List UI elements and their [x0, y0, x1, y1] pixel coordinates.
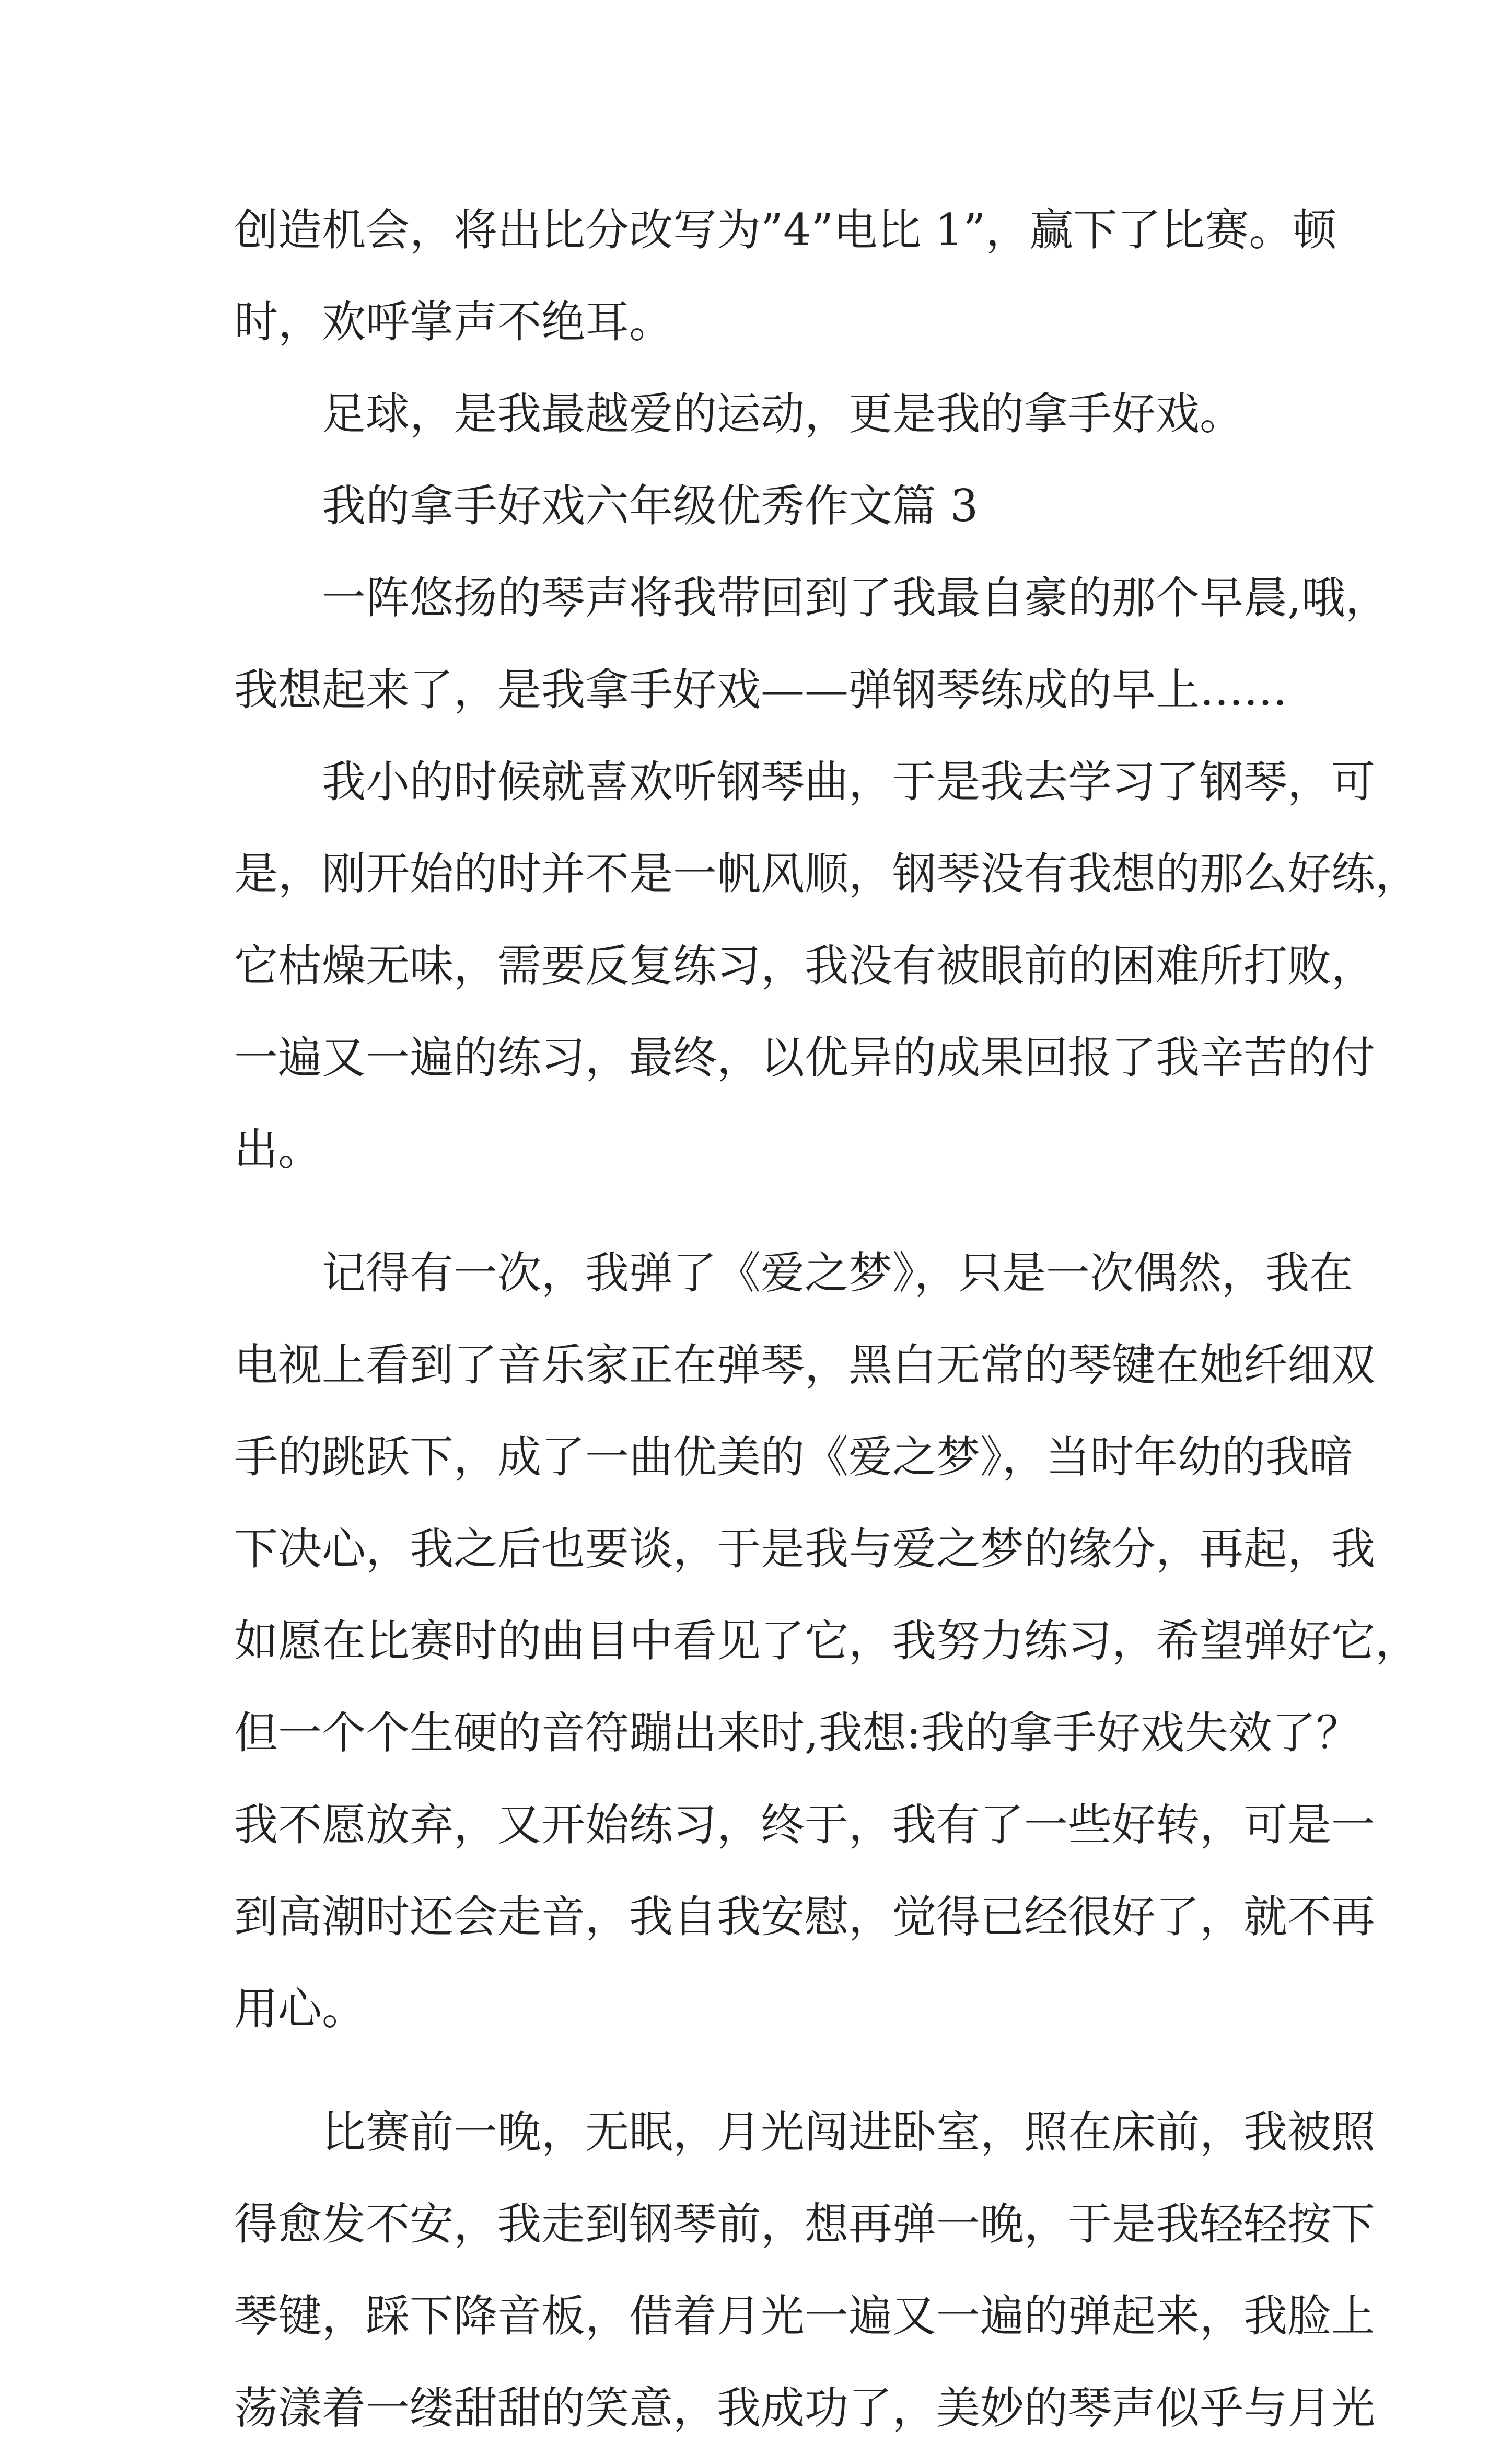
text-line: 我小的时候就喜欢听钢琴曲，于是我去学习了钢琴，可	[322, 756, 1376, 807]
text-line: 比赛前一晚，无眠，月光闯进卧室，照在床前，我被照	[322, 2106, 1376, 2158]
text-line: 用心。	[234, 1983, 366, 2034]
text-line: 时，欢呼掌声不绝耳。	[234, 296, 673, 348]
text-line: 但一个个生硬的音符蹦出来时,我想:我的拿手好戏失效了？	[234, 1707, 1360, 1758]
text-line: 足球，是我最越爱的运动，更是我的拿手好戏。	[322, 388, 1244, 439]
text-line: 它枯燥无味，需要反复练习，我没有被眼前的困难所打败，	[234, 940, 1376, 991]
text-line: 荡漾着一缕甜甜的笑意，我成功了，美妙的琴声似乎与月光	[234, 2382, 1376, 2434]
text-line: 我不愿放弃，又开始练习，终于，我有了一些好转，可是一	[234, 1799, 1376, 1850]
text-line: 是，刚开始的时并不是一帆风顺，钢琴没有我想的那么好练，	[234, 848, 1420, 899]
text-line: 手的跳跃下，成了一曲优美的《爱之梦》，当时年幼的我暗	[234, 1431, 1354, 1483]
text-line: 一遍又一遍的练习，最终，以优异的成果回报了我辛苦的付	[234, 1032, 1376, 1083]
text-line: 琴键，踩下降音板，借着月光一遍又一遍的弹起来，我脸上	[234, 2290, 1376, 2342]
text-line: 一阵悠扬的琴声将我带回到了我最自豪的那个早晨,哦，	[322, 572, 1389, 623]
text-line: 到高潮时还会走音，我自我安慰，觉得已经很好了，就不再	[234, 1891, 1376, 1942]
text-line: 创造机会，将出比分改写为”4”电比 1”，赢下了比赛。顿	[234, 204, 1337, 256]
text-line: 如愿在比赛时的曲目中看见了它，我努力练习，希望弹好它，	[234, 1615, 1420, 1666]
text-line: 出。	[234, 1124, 322, 1175]
section-heading: 我的拿手好戏六年级优秀作文篇 3	[322, 480, 979, 531]
text-line: 记得有一次，我弹了《爱之梦》，只是一次偶然，我在	[322, 1247, 1354, 1299]
text-line: 得愈发不安，我走到钢琴前，想再弹一晚，于是我轻轻按下	[234, 2198, 1376, 2250]
text-line: 下决心，我之后也要谈，于是我与爱之梦的缘分，再起，我	[234, 1523, 1376, 1575]
text-line: 电视上看到了音乐家正在弹琴，黑白无常的琴键在她纤细双	[234, 1339, 1376, 1391]
text-line: 我想起来了，是我拿手好戏——弹钢琴练成的早上……	[234, 664, 1288, 715]
article-body	[234, 184, 1420, 2454]
